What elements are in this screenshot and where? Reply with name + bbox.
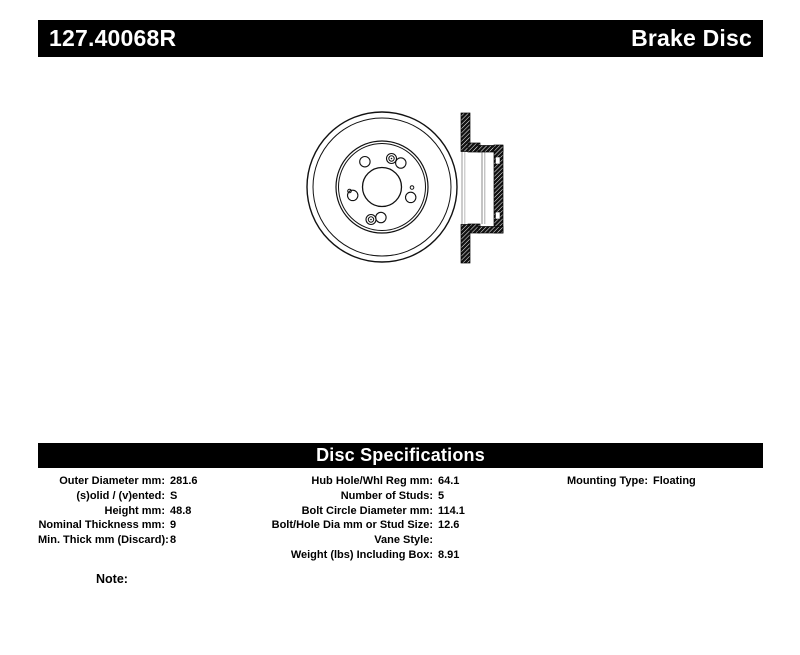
spec-value: 5 xyxy=(438,489,445,502)
lug-hole xyxy=(348,190,358,200)
lug-hole xyxy=(396,158,406,168)
spec-row xyxy=(250,533,465,548)
spec-value: 48.8 xyxy=(170,504,192,517)
screw-hole xyxy=(387,154,397,164)
spec-label: Hub Hole/Whl Reg mm: xyxy=(311,475,433,487)
spec-row xyxy=(250,504,465,519)
center-bore-circle xyxy=(363,168,402,207)
front-view xyxy=(307,112,457,262)
lug-hole xyxy=(360,157,370,167)
spec-row xyxy=(38,489,198,504)
spec-value: S xyxy=(170,489,178,502)
spec-label: Mounting Type: xyxy=(566,475,648,487)
spec-row xyxy=(250,474,465,489)
spec-column-center xyxy=(250,474,465,563)
spec-label: Number of Studs: xyxy=(340,489,433,502)
spec-label: Outer Diameter mm: xyxy=(59,475,165,487)
friction-ring-section-bottom xyxy=(461,225,470,264)
lug-hole-slot xyxy=(496,157,501,164)
side-view-cross-section xyxy=(461,113,503,263)
part-number: 127.40068R xyxy=(49,25,177,51)
spec-label: (s)olid / (v)ented: xyxy=(76,489,165,502)
spec-row xyxy=(38,474,198,489)
spec-value: 281.6 xyxy=(170,475,198,487)
pin-hole xyxy=(410,186,414,190)
spec-value: 64.1 xyxy=(438,475,460,487)
spec-row xyxy=(540,474,696,489)
spec-section-bar xyxy=(38,443,763,468)
spec-value: 8 xyxy=(170,534,177,547)
spec-row xyxy=(250,489,465,504)
outer-diameter-circle xyxy=(307,112,457,262)
hub-inner-ring-circle xyxy=(339,144,426,231)
brake-disc-technical-drawing xyxy=(280,100,520,275)
spec-label: Vane Style: xyxy=(374,534,433,547)
spec-value: 8.91 xyxy=(438,548,460,561)
spec-row xyxy=(38,533,198,548)
spec-row xyxy=(250,548,465,563)
spec-label: Height mm: xyxy=(104,504,165,517)
spec-column-left xyxy=(38,474,198,548)
spec-label: Bolt Circle Diameter mm: xyxy=(301,504,433,517)
spec-value: 9 xyxy=(170,519,177,532)
product-name: Brake Disc xyxy=(631,25,752,51)
spec-label: Bolt/Hole Dia mm or Stud Size: xyxy=(271,519,433,532)
spec-value: 12.6 xyxy=(438,519,460,532)
note-label: Note: xyxy=(96,572,128,586)
spec-column-right xyxy=(540,474,696,489)
spec-value: 114.1 xyxy=(438,504,465,517)
spec-row xyxy=(250,518,465,533)
spec-label: Min. Thick mm (Discard): xyxy=(38,534,169,547)
spec-label: Nominal Thickness mm: xyxy=(38,519,165,532)
hat-arm-bottom xyxy=(478,227,503,234)
lug-hole xyxy=(406,192,416,202)
lug-hole-slot xyxy=(496,212,501,219)
spec-row xyxy=(38,504,198,519)
spec-row xyxy=(38,518,198,533)
screw-hole xyxy=(366,215,376,225)
title-bar xyxy=(38,20,763,57)
chamfer-ring-circle xyxy=(313,118,451,256)
lug-hole xyxy=(376,212,386,222)
spec-value: Floating xyxy=(653,475,696,487)
spec-section-title: Disc Specifications xyxy=(316,445,485,465)
spec-label: Weight (lbs) Including Box: xyxy=(290,548,433,561)
